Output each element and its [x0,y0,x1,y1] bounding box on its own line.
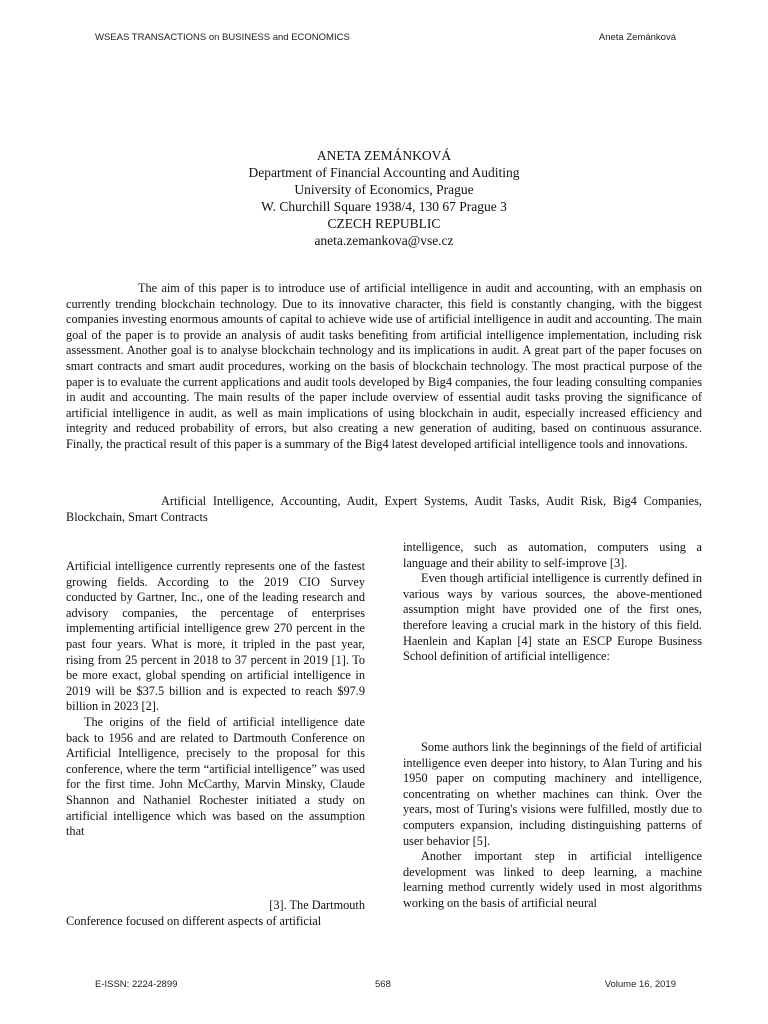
abstract-text: The aim of this paper is to introduce use of artificial intelligence in audit and accounting, with an emphasis on currently trending blockchain technology. Due to its innovative character, this field is constantly changing, with the biggest companies investing enormous amounts of capital to achieve wide use of artificial intelligence in audit and accounting. The main goal of the paper is to provide an analysis of audit tasks benefiting from artificial intelligence implementation, including risk assessment. Another goal is to analyse blockchain technology and its implications in audit. A great part of the paper focuses on smart contracts and smart audit procedures, working on the basis of blockchain technology. The most practical purpose of the paper is to evaluate the current applications and audit tools developed by Big4 companies, the four leading consulting companies in audit and accounting. The main results of the paper include overview of essential audit tasks proving the significance of artificial intelligence in audit, as well as main implications of using blockchain in audit, especially increased efficiency and integrity and reduced probability of errors, but also creating a new generation of auditing, based on continuous assurance. Finally, the practical result of this paper is a summary of the Big4 latest developed artificial intelligence tools and innovations. [66,281,702,451]
keywords-text: Artificial Intelligence, Accounting, Audit, Expert Systems, Audit Tasks, Audit Risk, Big4 Companies, Blockchain, Smart Contracts [66,494,702,524]
author-university: University of Economics, Prague [294,182,474,197]
author-department: Department of Financial Accounting and Auditing [248,165,520,180]
journal-header: WSEAS TRANSACTIONS on BUSINESS and ECONOMICS [95,32,350,43]
page-number: 568 [375,979,391,990]
reference-line: [3]. The Dartmouth [269,898,365,912]
issn-footer: E-ISSN: 2224-2899 [95,979,178,990]
intro-paragraph-2: The origins of the field of artificial intelligence date back to 1956 and are related to Dartmouth Conference on Artificial Intelligence, precisely to the proposal for this conference, where the term “artificial intelligence” was used for the first time. John McCarthy, Marvin Minsky, Claude Shannon and Nathaniel Rochester initiated a study on artificial intelligence which was based on the assumption that [66,714,365,839]
intro-paragraph-1: Artificial intelligence currently represents one of the fastest growing fields. According to the 2019 CIO Survey conducted by Gartner, Inc., one of the leading research and advisory companies, the percentage of enterprises implementing artificial intelligence grew 270 percent in the past four years. What is more, it tripled in the past year, rising from 25 percent in 2018 to 37 percent in 2019 [1]. To be more exact, global spending on artificial intelligence in 2019 will be $37.5 billion and is expected to reach $97.9 billion in 2023 [2]. [66,559,365,714]
right-paragraph-3: Some authors link the beginnings of the field of artificial intelligence even deeper into history, to Alan Turing and his 1950 paper on computing machinery and intelligence, concentrating on whether machines can think. Over the years, most of Turing's visions were fulfilled, mostly due to computers expansion, including distinguishing patterns of user behavior [5]. [403,740,702,848]
author-block [64,147,704,249]
author-country: CZECH REPUBLIC [327,216,441,231]
volume-footer: Volume 16, 2019 [604,979,676,990]
right-paragraph-1: intelligence, such as automation, computers using a language and their ability to self-improve [3]. [403,540,702,570]
right-paragraph-4: Another important step in artificial intelligence development was linked to deep learning, a machine learning method currently widely used in most algorithms working on the basis of artificial neural [403,849,702,910]
right-paragraph-2: Even though artificial intelligence is currently defined in various ways by various sources, the above-mentioned assumption might have provided one of the first ones, therefore leaving a crucial mark in the history of this field. Haenlein and Kaplan [4] state an ESCP Europe Business School definition of artificial intelligence: [403,571,702,664]
left-column-top [66,559,365,840]
author-email: aneta.zemankova@vse.cz [314,233,454,248]
intro-paragraph-3: Conference focused on different aspects of artificial [66,913,322,928]
left-column-bottom [66,898,365,929]
right-column-top [403,540,702,665]
author-address: W. Churchill Square 1938/4, 130 67 Prague 3 [261,199,507,214]
author-name: ANETA ZEMÁNKOVÁ [316,148,452,163]
right-column-bottom [403,740,702,912]
author-header: Aneta Zemánková [598,32,676,43]
